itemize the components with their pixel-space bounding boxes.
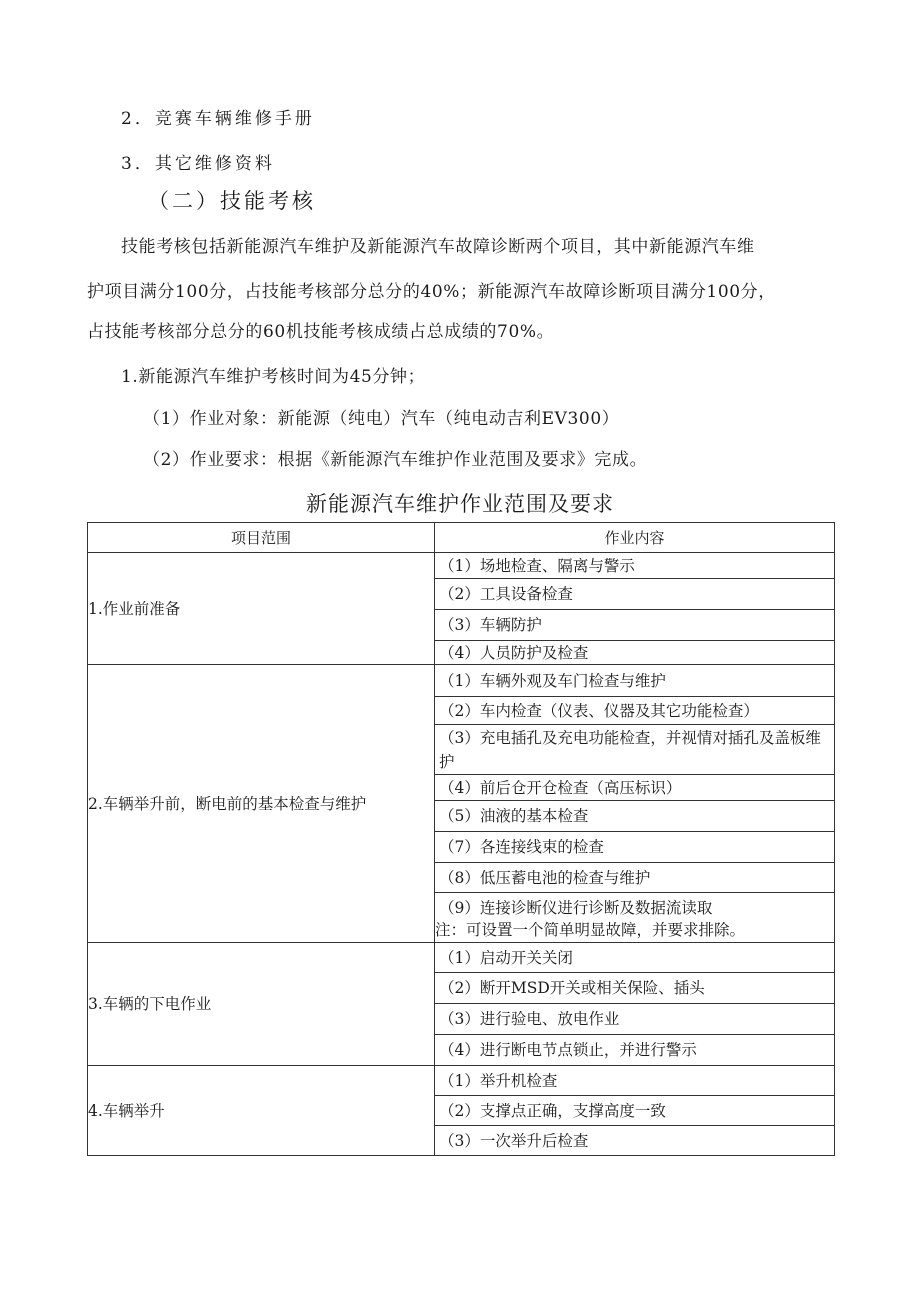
maintenance-time-item: 1.新能源汽车维护考核时间为45分钟； [121,367,426,387]
content-cell: （2）支撑点正确，支撑高度一致 [435,1096,835,1126]
table-row [88,665,835,697]
range-cell: 1.作业前准备 [88,553,435,665]
table-row [88,943,835,973]
range-cell: 3.车辆的下电作业 [88,943,435,1066]
requirements-table [87,522,835,1156]
table-row [88,1066,835,1096]
paragraph-line: 护项目满分100分，占技能考核部分总分的40%；新能源汽车故障诊断项目满分100分， [87,282,776,302]
range-cell: 4.车辆举升 [88,1066,435,1156]
content-cell: （1）举升机检查 [435,1066,835,1096]
table-header-row [88,523,835,553]
content-cell: （8）低压蓄电池的检查与维护 [435,863,835,893]
content-cell: （3）进行验电、放电作业 [435,1004,835,1035]
content-cell: （1）启动开关关闭 [435,943,835,973]
content-cell [435,893,835,943]
content-cell: （3）一次举升后检查 [435,1126,835,1156]
header-range: 项目范围 [88,523,435,553]
note-line: 注：可设置一个简单明显故障，并要求排除。 [435,920,746,939]
content-cell: （5）油液的基本检查 [435,801,835,832]
list-item-other-materials: 3．其它维修资料 [121,154,275,174]
content-cell: （4）进行断电节点锁止，并进行警示 [435,1035,835,1066]
work-requirement-item: （2）作业要求：根据《新能源汽车维护作业范围及要求》完成。 [143,450,648,470]
table-row [88,553,835,579]
table-title: 新能源汽车维护作业范围及要求 [306,492,614,516]
list-item-manual: 2．竞赛车辆维修手册 [121,109,315,129]
range-cell: 2.车辆举升前，断电前的基本检查与维护 [88,665,435,943]
content-cell: （2）断开MSD开关或相关保险、插头 [435,973,835,1004]
content-cell: （4）人员防护及检查 [435,641,835,665]
content-cell: （2）车内检查（仪表、仪器及其它功能检查） [435,697,835,725]
content-cell: （1）车辆外观及车门检查与维护 [435,665,835,697]
work-object-item: （1）作业对象：新能源（纯电）汽车（纯电动吉利EV300） [143,409,620,429]
content-cell: （3）车辆防护 [435,610,835,641]
content-line: （9）连接诊断仪进行诊断及数据流读取 [439,898,713,917]
content-cell: （1）场地检查、隔离与警示 [435,553,835,579]
header-content: 作业内容 [435,523,835,553]
paragraph-line: 技能考核包括新能源汽车维护及新能源汽车故障诊断两个项目，其中新能源汽车维 [121,237,755,257]
section-heading: （二）技能考核 [148,189,316,213]
paragraph-line: 占技能考核部分总分的60机技能考核成绩占总成绩的70%。 [87,322,555,342]
content-cell: （7）各连接线束的检查 [435,832,835,863]
content-cell: （3）充电插孔及充电功能检查，并视情对插孔及盖板维护 [435,725,835,775]
content-cell: （2）工具设备检查 [435,579,835,610]
content-cell: （4）前后仓开仓检查（高压标识） [435,775,835,801]
